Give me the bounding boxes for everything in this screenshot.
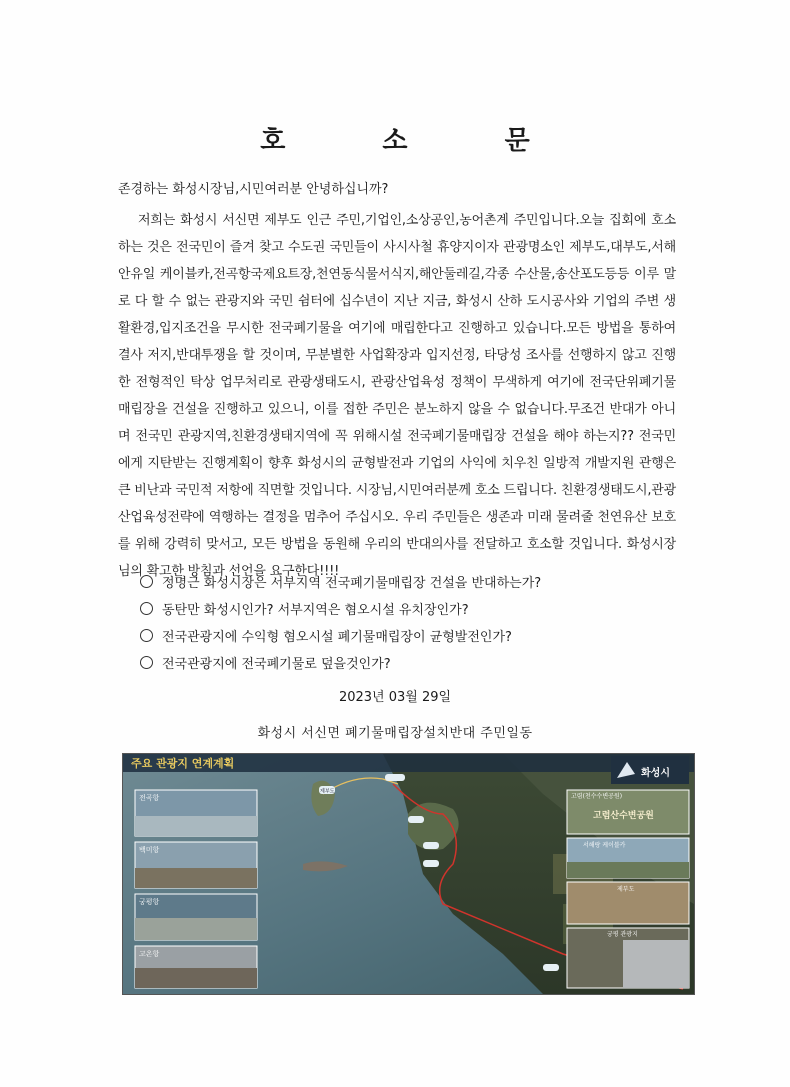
- circle-bullet-icon: [140, 602, 153, 615]
- photo-label: 궁평 관광지: [607, 931, 638, 938]
- circle-bullet-icon: [140, 656, 153, 669]
- question-item: [140, 624, 541, 651]
- right-photo-panel: [567, 790, 689, 988]
- question-item: [140, 651, 541, 678]
- photo-label: 전곡항: [139, 794, 160, 802]
- question-item: [140, 570, 541, 597]
- document-title: 호 소 문: [260, 126, 574, 156]
- question-text: 전국관광지에 수익형 혐오시설 폐기물매립장이 균형발전인가?: [162, 630, 512, 645]
- photo-label: 궁평항: [139, 898, 160, 906]
- question-text: 정명근 화성시장은 서부지역 전국폐기물매립장 건설을 반대하는가?: [162, 576, 542, 591]
- city-logo: [611, 756, 689, 784]
- city-logo-text: 화성시: [641, 768, 670, 779]
- photo-label: 고렴(천수수변공원): [571, 793, 623, 800]
- circle-bullet-icon: [140, 575, 153, 588]
- question-list: [140, 570, 541, 678]
- greeting: 존경하는 화성시장님,시민여러분 안녕하십니까?: [118, 182, 389, 197]
- map-banner-title: 주요 관광지 연계계획: [131, 757, 235, 770]
- question-text: 전국관광지에 전국폐기물로 덮을것인가?: [162, 657, 391, 672]
- question-item: [140, 597, 541, 624]
- circle-bullet-icon: [140, 629, 153, 642]
- photo-label: 서해랑 케이블카: [583, 842, 626, 849]
- photo-label: 백미항: [139, 846, 160, 854]
- appeal-body: 저희는 화성시 서신면 제부도 인근 주민,기업인,소상공인,농어촌계 주민입니다.오늘 집회에 호소 하는 것은 전국민이 즐겨 찾고 수도권 국민들이 사시사철 휴양지이자 관광명소인 제부도,대부도,서해안유일 케이블카,전곡항국제요트장,천연동식물서식지,해안둘레길,각종 수산물,송산포도등등 이루 말로 다 할 수 없는 관광지와 국민 쉼터에 십수년이 지난 지금, 화성시 산하 도시공사와 기업의 주변 생활환경,입지조건을 무시한 전국폐기물을 여기에 매립한다고 진행하고 있습니다.모든 방법을 통하여 결사 저지,반대투쟁을 할 것이며, 무분별한 사업확장과 입지선정, 타당성 조사를 선행하지 않고 진행한 전형적인 탁상 업무처리로 관광생태도시, 관광산업육성 정책이 무색하게 여기에 전국단위폐기물 매립장을 건설을 진행하고 있으니, 이를 접한 주민은 분노하지 않을 수 없습니다.무조건 반대가 아니며 전국민 관광지역,친환경생태지역에 꼭 위해시설 전국폐기물매립장 건설을 해야 하는지?? 전국민에게 지탄받는 진행계획이 향후 화성시의 균형발전과 기업의 사익에 치우친 일방적 개발지원 관행은 큰 비난과 국민적 저항에 직면할 것입니다. 시장님,시민여러분께 호소 드립니다. 친환경생태도시,관광산업육성전략에 역행하는 결정을 멈추어 주십시오. 우리 주민들은 생존과 미래 물려줄 천연유산 보호를 위해 강력히 맞서고, 모든 방법을 동원해 우리의 반대의사를 전달하고 호소할 것입니다. 화성시장님의 확고한 방침과 선언을 요구한다!!!!: [118, 213, 676, 579]
- photo-label: 고온항: [139, 950, 160, 958]
- document-date: 2023년 03월 29일: [338, 690, 452, 705]
- island-label: 제부도: [320, 788, 335, 795]
- question-text: 동탄만 화성시인가? 서부지역은 혐오시설 유치장인가?: [162, 603, 469, 618]
- signature-line: 화성시 서신면 폐기물매립장설치반대 주민일동: [257, 726, 533, 741]
- park-sign-text: 고렴산수변공원: [593, 811, 654, 821]
- photo-label: 제부도: [617, 886, 635, 893]
- tourism-map-image: [122, 753, 695, 995]
